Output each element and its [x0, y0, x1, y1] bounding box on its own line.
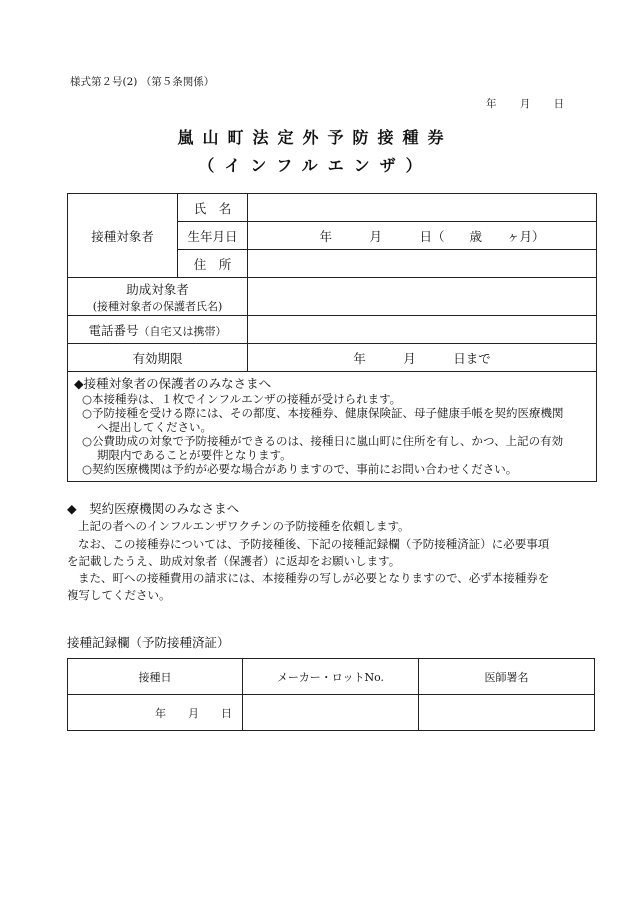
- institution-heading: ◆ 契約医療機関のみなさまへ: [67, 501, 240, 516]
- record-header-lot: メーカー・ロットNo.: [243, 659, 419, 695]
- subsidy-field[interactable]: [248, 278, 597, 316]
- record-lot-field[interactable]: [243, 695, 419, 731]
- notice-heading: ◆接種対象者の保護者のみなさまへ: [74, 376, 272, 391]
- recipient-table: [67, 193, 597, 372]
- page-title: 嵐山町法定外予防接種券: [177, 128, 453, 147]
- institution-line: 複写してください。: [67, 588, 171, 602]
- record-title: 接種記録欄（予防接種済証）: [67, 635, 230, 650]
- validity-label: 有効期限: [68, 344, 248, 372]
- institution-line: なお、この接種券については、予防接種後、下記の接種記録欄（予防接種済証）に必要事項: [78, 537, 550, 551]
- form-id: 様式第２号(2) （第５条関係）: [70, 76, 215, 88]
- recipient-label: 接種対象者: [68, 194, 178, 278]
- issue-date: 年 月 日: [486, 98, 565, 110]
- page-subtitle: （インフルエンザ）: [198, 156, 432, 175]
- institution-line: また、町への接種費用の請求には、本接種券の写しが必要となりますので、必ず本接種券を: [78, 571, 550, 585]
- notice-line: 期限内であることが要件となります。: [97, 448, 292, 462]
- dob-field[interactable]: 年 月 日（ 歳 ヶ月）: [248, 222, 597, 250]
- record-header-signature: 医師署名: [419, 659, 595, 695]
- subsidy-label: 助成対象者: [126, 281, 189, 297]
- phone-label: 電話番号: [88, 322, 139, 338]
- subsidy-sublabel: (接種対象者の保護者氏名): [92, 299, 223, 313]
- notice-line: ○予防接種を受ける際には、その都度、本接種券、健康保険証、母子健康手帳を契約医療機関: [82, 406, 564, 420]
- phone-label-cell: [68, 316, 248, 344]
- phone-sublabel: （自宅又は携帯）: [138, 324, 227, 338]
- institution-line: 上記の者へのインフルエンザワクチンの予防接種を依頼します。: [78, 519, 410, 533]
- notice-line: へ提出してください。: [97, 420, 212, 434]
- notice-line: ○公費助成の対象で予防接種ができるのは、接種日に嵐山町に住所を有し、かつ、上記の有効: [82, 434, 564, 448]
- validity-field[interactable]: 年 月 日まで: [248, 344, 597, 372]
- record-signature-field[interactable]: [419, 695, 595, 731]
- record-header-date: 接種日: [68, 659, 243, 695]
- name-field[interactable]: [248, 194, 597, 222]
- notice-line: ○本接種券は、１枚でインフルエンザの接種が受けられます。: [82, 392, 402, 406]
- address-label: 住 所: [178, 250, 248, 278]
- record-date-field[interactable]: 年 月 日: [68, 695, 243, 731]
- notice-box: [67, 369, 597, 482]
- record-table: [67, 658, 595, 731]
- dob-label: 生年月日: [178, 222, 248, 250]
- address-field[interactable]: [248, 250, 597, 278]
- subsidy-label-cell: [68, 278, 248, 316]
- name-label: 氏 名: [178, 194, 248, 222]
- institution-line: を記載したうえ、助成対象者（保護者）に返却をお願いします。: [67, 554, 401, 568]
- notice-line: ○契約医療機関は予約が必要な場合がありますので、事前にお問い合わせください。: [82, 462, 518, 476]
- phone-field[interactable]: [248, 316, 597, 344]
